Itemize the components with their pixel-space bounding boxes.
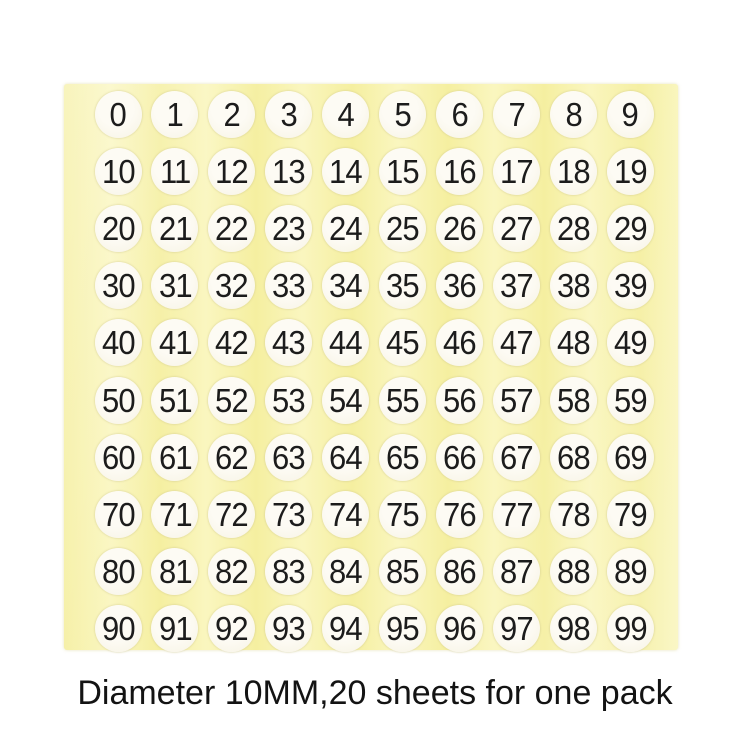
sticker-72 (208, 491, 255, 538)
sticker-17 (493, 148, 540, 195)
sticker-12 (208, 148, 255, 195)
sticker-number: 30 (101, 267, 135, 305)
sticker-16 (436, 148, 483, 195)
sticker-43 (265, 319, 312, 366)
sticker-32 (208, 262, 255, 309)
sticker-53 (265, 377, 312, 424)
sticker-number: 94 (329, 610, 362, 648)
sticker-69 (607, 434, 654, 481)
sticker-80 (95, 548, 142, 595)
sticker-number: 87 (499, 553, 533, 591)
sticker-number: 4 (337, 95, 354, 133)
sticker-number: 85 (386, 553, 419, 591)
sticker-number: 52 (215, 381, 249, 419)
sticker-number: 22 (215, 209, 249, 247)
sticker-51 (151, 377, 198, 424)
sticker-39 (607, 262, 654, 309)
sticker-sheet (64, 84, 678, 650)
sticker-number: 5 (394, 95, 411, 133)
sticker-4 (322, 91, 369, 138)
sticker-23 (265, 205, 312, 252)
sticker-19 (607, 148, 654, 195)
sticker-number: 44 (329, 324, 362, 362)
sticker-25 (379, 205, 426, 252)
sticker-14 (322, 148, 369, 195)
sticker-37 (493, 262, 540, 309)
sticker-number: 12 (215, 152, 249, 190)
sticker-86 (436, 548, 483, 595)
sticker-47 (493, 319, 540, 366)
sticker-number: 75 (386, 495, 419, 533)
sticker-number: 73 (272, 495, 306, 533)
sticker-number: 11 (159, 152, 191, 190)
sticker-18 (550, 148, 597, 195)
sticker-number: 50 (101, 381, 135, 419)
sticker-number: 63 (272, 438, 306, 476)
sticker-number: 8 (565, 95, 582, 133)
sticker-50 (95, 377, 142, 424)
sticker-number: 49 (613, 324, 647, 362)
sticker-number: 19 (613, 152, 647, 190)
sticker-number: 24 (329, 209, 362, 247)
sticker-number: 47 (499, 324, 533, 362)
sticker-number: 51 (158, 381, 192, 419)
sticker-number: 89 (613, 553, 647, 591)
sticker-number: 58 (556, 381, 590, 419)
sticker-57 (493, 377, 540, 424)
sticker-59 (607, 377, 654, 424)
sticker-55 (379, 377, 426, 424)
sticker-number: 68 (556, 438, 590, 476)
sticker-number: 20 (101, 209, 135, 247)
sticker-48 (550, 319, 597, 366)
sticker-60 (95, 434, 142, 481)
sticker-89 (607, 548, 654, 595)
sticker-number: 21 (158, 209, 192, 247)
sticker-number: 65 (386, 438, 419, 476)
sticker-number: 14 (329, 152, 362, 190)
sticker-number: 55 (386, 381, 419, 419)
sticker-95 (379, 605, 426, 652)
sticker-41 (151, 319, 198, 366)
sticker-58 (550, 377, 597, 424)
sticker-number: 18 (556, 152, 590, 190)
sticker-number: 2 (223, 95, 240, 133)
sticker-61 (151, 434, 198, 481)
sticker-99 (607, 605, 654, 652)
sticker-40 (95, 319, 142, 366)
sticker-number: 64 (329, 438, 362, 476)
sticker-24 (322, 205, 369, 252)
sticker-number: 96 (443, 610, 476, 648)
sticker-number: 93 (272, 610, 306, 648)
sticker-number: 34 (329, 267, 362, 305)
sticker-29 (607, 205, 654, 252)
sticker-65 (379, 434, 426, 481)
sticker-27 (493, 205, 540, 252)
sticker-8 (550, 91, 597, 138)
sticker-26 (436, 205, 483, 252)
product-caption: Diameter 10MM,20 sheets for one pack (77, 674, 673, 712)
sticker-number: 78 (556, 495, 590, 533)
sticker-96 (436, 605, 483, 652)
sticker-number: 56 (443, 381, 476, 419)
sticker-54 (322, 377, 369, 424)
sticker-number: 72 (215, 495, 249, 533)
sticker-64 (322, 434, 369, 481)
sticker-number: 25 (386, 209, 419, 247)
sticker-number: 46 (443, 324, 476, 362)
sticker-number: 28 (556, 209, 590, 247)
sticker-20 (95, 205, 142, 252)
sticker-3 (265, 91, 312, 138)
sticker-82 (208, 548, 255, 595)
sticker-number: 29 (613, 209, 647, 247)
sticker-number: 27 (499, 209, 533, 247)
sticker-81 (151, 548, 198, 595)
sticker-75 (379, 491, 426, 538)
sticker-6 (436, 91, 483, 138)
sticker-number: 41 (158, 324, 192, 362)
sticker-number: 69 (613, 438, 647, 476)
sticker-94 (322, 605, 369, 652)
sticker-number: 91 (158, 610, 192, 648)
sticker-42 (208, 319, 255, 366)
sticker-33 (265, 262, 312, 309)
sticker-90 (95, 605, 142, 652)
sticker-number: 15 (386, 152, 419, 190)
sticker-number: 3 (280, 95, 297, 133)
sticker-44 (322, 319, 369, 366)
sticker-number: 80 (101, 553, 135, 591)
sticker-number: 26 (443, 209, 476, 247)
sticker-10 (95, 148, 142, 195)
sticker-number: 48 (556, 324, 590, 362)
sticker-number: 76 (443, 495, 476, 533)
sticker-number: 17 (499, 152, 533, 190)
sticker-number: 92 (215, 610, 249, 648)
sticker-74 (322, 491, 369, 538)
sticker-number: 45 (386, 324, 419, 362)
sticker-number: 90 (101, 610, 135, 648)
sticker-70 (95, 491, 142, 538)
sticker-79 (607, 491, 654, 538)
sticker-11 (151, 148, 198, 195)
sticker-number: 0 (109, 95, 127, 133)
sticker-31 (151, 262, 198, 309)
sticker-number: 98 (556, 610, 590, 648)
sticker-22 (208, 205, 255, 252)
sticker-number: 42 (215, 324, 249, 362)
sticker-46 (436, 319, 483, 366)
sticker-number: 83 (272, 553, 306, 591)
sticker-97 (493, 605, 540, 652)
sticker-number: 88 (556, 553, 590, 591)
sticker-63 (265, 434, 312, 481)
sticker-number: 95 (386, 610, 419, 648)
sticker-91 (151, 605, 198, 652)
sticker-number: 23 (272, 209, 306, 247)
sticker-number: 59 (613, 381, 647, 419)
sticker-34 (322, 262, 369, 309)
sticker-85 (379, 548, 426, 595)
sticker-number: 7 (508, 95, 525, 133)
sticker-7 (493, 91, 540, 138)
sticker-number: 61 (158, 438, 192, 476)
sticker-number: 66 (443, 438, 476, 476)
sticker-92 (208, 605, 255, 652)
sticker-number: 67 (499, 438, 533, 476)
sticker-number: 71 (158, 495, 192, 533)
sticker-62 (208, 434, 255, 481)
sticker-number: 33 (272, 267, 306, 305)
sticker-73 (265, 491, 312, 538)
sticker-number: 84 (329, 553, 362, 591)
sticker-number: 77 (499, 495, 533, 533)
sticker-number: 31 (158, 267, 192, 305)
sticker-number: 74 (329, 495, 362, 533)
sticker-28 (550, 205, 597, 252)
sticker-67 (493, 434, 540, 481)
sticker-77 (493, 491, 540, 538)
sticker-98 (550, 605, 597, 652)
sticker-66 (436, 434, 483, 481)
sticker-number: 40 (101, 324, 135, 362)
sticker-9 (607, 91, 654, 138)
sticker-number: 43 (272, 324, 306, 362)
sticker-number: 32 (215, 267, 249, 305)
sticker-number: 81 (158, 553, 192, 591)
sticker-number: 38 (556, 267, 590, 305)
sticker-number: 86 (443, 553, 476, 591)
sticker-13 (265, 148, 312, 195)
sticker-number: 57 (499, 381, 533, 419)
sticker-0 (95, 91, 142, 138)
sticker-88 (550, 548, 597, 595)
sticker-number: 62 (215, 438, 249, 476)
sticker-38 (550, 262, 597, 309)
sticker-number: 82 (215, 553, 249, 591)
sticker-78 (550, 491, 597, 538)
sticker-number: 1 (166, 95, 184, 133)
sticker-15 (379, 148, 426, 195)
sticker-number: 39 (613, 267, 647, 305)
sticker-2 (208, 91, 255, 138)
sticker-number: 70 (101, 495, 135, 533)
sticker-52 (208, 377, 255, 424)
sticker-number: 35 (386, 267, 419, 305)
sticker-87 (493, 548, 540, 595)
sticker-number: 53 (272, 381, 306, 419)
sticker-5 (379, 91, 426, 138)
sticker-number: 60 (101, 438, 135, 476)
sticker-93 (265, 605, 312, 652)
sticker-56 (436, 377, 483, 424)
sticker-71 (151, 491, 198, 538)
sticker-21 (151, 205, 198, 252)
sticker-76 (436, 491, 483, 538)
sticker-number: 6 (451, 95, 468, 133)
sticker-30 (95, 262, 142, 309)
sticker-83 (265, 548, 312, 595)
sticker-number: 37 (499, 267, 533, 305)
sticker-number: 9 (621, 95, 639, 133)
sticker-45 (379, 319, 426, 366)
sticker-number: 10 (101, 152, 135, 190)
sticker-number: 16 (443, 152, 476, 190)
sticker-number: 36 (443, 267, 476, 305)
sticker-number: 13 (272, 152, 306, 190)
sticker-36 (436, 262, 483, 309)
sticker-84 (322, 548, 369, 595)
sticker-35 (379, 262, 426, 309)
sticker-number: 99 (613, 610, 647, 648)
sticker-number: 97 (499, 610, 533, 648)
sticker-68 (550, 434, 597, 481)
sticker-1 (151, 91, 198, 138)
sticker-49 (607, 319, 654, 366)
sticker-number: 54 (329, 381, 362, 419)
sticker-number: 79 (613, 495, 647, 533)
